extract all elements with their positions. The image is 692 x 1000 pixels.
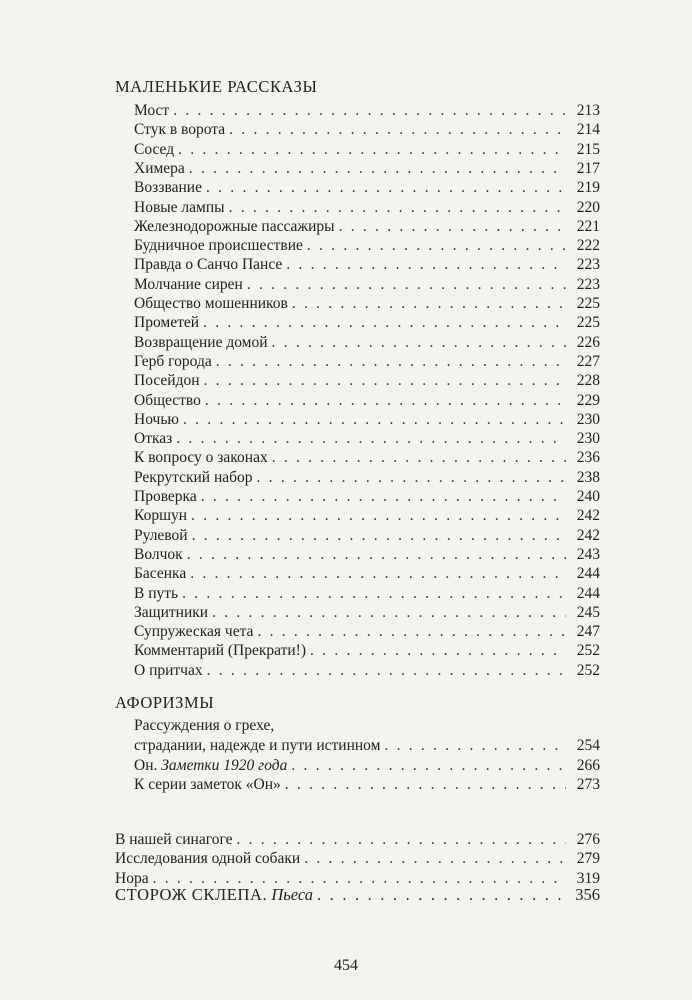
toc-entry-title: Отказ <box>134 430 173 448</box>
section-heading-aphorisms <box>115 693 214 713</box>
toc-entry-page: 276 <box>576 831 600 848</box>
toc-entry <box>134 661 600 680</box>
toc-entry-line <box>134 716 274 735</box>
toc-entry-page: 254 <box>576 737 600 754</box>
dot-leader <box>257 468 566 487</box>
toc-entry <box>134 410 600 429</box>
dot-leader <box>206 178 566 197</box>
heading-text: МАЛЕНЬКИЕ РАССКАЗЫ <box>115 77 318 96</box>
toc-entry-page: 226 <box>576 333 600 351</box>
toc-entry-page: 214 <box>576 121 600 139</box>
toc-entry-title: Супружеская чета <box>134 623 254 641</box>
toc-entry-page: 243 <box>576 545 600 563</box>
toc-entry-title: Общество мошенников <box>134 295 288 312</box>
heading-text: АФОРИЗМЫ <box>115 693 215 712</box>
toc-entry-page: 217 <box>576 159 600 177</box>
toc-entry-title: Нора <box>115 869 149 887</box>
dot-leader <box>286 255 566 274</box>
toc-entry <box>134 622 600 641</box>
play-subtitle: Пьеса <box>271 885 314 904</box>
toc-entry <box>134 313 600 332</box>
toc-entry-page: 319 <box>576 869 600 887</box>
play-title: СТОРОЖ СКЛЕПА. <box>115 885 268 904</box>
toc-entry <box>134 275 600 294</box>
toc-entry-title: Проверка <box>134 488 197 505</box>
toc-entry <box>134 333 600 352</box>
toc-entry-title-prefix: Он. <box>134 757 158 774</box>
toc-entry-title: Басенка <box>134 565 187 583</box>
toc-entry-title: К серии заметок «Он» <box>134 776 281 793</box>
toc-entry-title: Волчок <box>134 545 183 563</box>
toc-entry <box>134 178 600 197</box>
toc-entry-page: 230 <box>576 410 600 428</box>
toc-entry-page: 213 <box>576 102 600 119</box>
toc-entry-title: Сосед <box>134 140 175 158</box>
dot-leader <box>229 198 566 217</box>
toc-entry <box>134 756 600 775</box>
dot-leader <box>310 641 566 660</box>
toc-entry-page: 225 <box>576 295 600 312</box>
toc-entry-page: 244 <box>576 584 600 602</box>
toc-entry-page: 215 <box>576 140 600 158</box>
dot-leader <box>173 101 566 120</box>
dot-leader <box>192 526 566 545</box>
toc-entry <box>134 101 600 120</box>
dot-leader <box>304 849 566 868</box>
toc-entry-play <box>115 885 600 904</box>
toc-entry-title: Будничное происшествие <box>134 237 303 255</box>
dot-leader <box>187 545 566 564</box>
toc-entry-page: 229 <box>576 391 600 409</box>
toc-entry-title: Химера <box>134 159 185 177</box>
dot-leader <box>190 564 566 583</box>
toc-entry-title: Комментарий (Прекрати!) <box>134 642 307 660</box>
toc-entry-page: 220 <box>576 198 600 216</box>
dot-leader <box>236 830 566 849</box>
toc-entry-page: 273 <box>576 776 600 793</box>
toc-entry-page: 244 <box>576 565 600 583</box>
dot-leader <box>216 352 566 371</box>
toc-entry-title: К вопросу о законах <box>134 449 268 467</box>
dot-leader <box>272 333 566 352</box>
toc-entry-page: 242 <box>576 526 600 544</box>
toc-entry <box>134 255 600 274</box>
toc-entry-title: Правда о Санчо Пансе <box>134 256 283 274</box>
toc-entry <box>134 545 600 564</box>
toc-entry-title: Рассуждения о грехе, <box>134 717 275 734</box>
toc-entry <box>134 120 600 139</box>
toc-entry <box>134 506 600 525</box>
toc-entry-title: Рекрутский набор <box>134 468 253 486</box>
toc-entry-page: 242 <box>576 507 600 525</box>
toc-entry-title <box>134 756 287 775</box>
toc-entry <box>134 391 600 410</box>
toc-entry <box>134 140 600 159</box>
toc-entry-title: Новые лампы <box>134 198 225 216</box>
toc-entry-title: Коршун <box>134 507 188 525</box>
toc-entry-page: 228 <box>576 372 600 390</box>
dot-leader <box>204 371 566 390</box>
dot-leader <box>291 756 566 775</box>
toc-entry-title-italic: Заметки 1920 года <box>161 757 288 774</box>
dot-leader <box>212 603 566 622</box>
toc-entry-title: О притчах <box>134 661 203 679</box>
toc-entry <box>134 198 600 217</box>
toc-entry-title: Ночью <box>134 410 179 428</box>
toc-entry-title: Общество <box>134 391 201 409</box>
toc-entry <box>134 468 600 487</box>
toc-entry-title: Стук в ворота <box>134 121 226 139</box>
dot-leader <box>285 775 566 794</box>
toc-entry-page: 222 <box>576 237 600 255</box>
dot-leader <box>176 429 566 448</box>
toc-entry <box>134 584 600 603</box>
dot-leader <box>384 736 566 755</box>
toc-entry-title: Исследования одной собаки <box>115 850 301 868</box>
dot-leader <box>183 410 566 429</box>
toc-entry-page: 223 <box>576 256 600 274</box>
toc-entry-page: 252 <box>576 642 600 660</box>
toc-entry-title: Молчание сирен <box>134 275 243 293</box>
toc-entry <box>115 849 600 868</box>
toc-entry <box>134 603 600 622</box>
toc-entry <box>134 526 600 545</box>
toc-entry-title: Герб города <box>134 352 212 370</box>
dot-leader <box>229 120 566 139</box>
dot-leader <box>339 217 566 236</box>
toc-entry-page: 247 <box>576 623 600 641</box>
toc-entry-title: В нашей синагоге <box>115 831 233 848</box>
toc-entry-title: Посейдон <box>134 372 200 390</box>
toc-entry-page: 227 <box>576 352 600 370</box>
dot-leader <box>272 448 566 467</box>
dot-leader <box>205 391 566 410</box>
toc-entry <box>134 429 600 448</box>
dot-leader <box>247 275 566 294</box>
toc-entry-page: 240 <box>576 488 600 505</box>
toc-entry-title: Мост <box>134 102 170 119</box>
toc-entry-page: 266 <box>576 757 600 774</box>
page-number: 454 <box>334 957 358 974</box>
dot-leader <box>182 584 566 603</box>
toc-entry <box>115 830 600 849</box>
dot-leader <box>307 236 566 255</box>
toc-entry-title <box>115 885 313 904</box>
toc-entry-page: 221 <box>576 217 600 235</box>
toc-entry-page: 223 <box>576 275 600 293</box>
toc-entry <box>134 217 600 236</box>
toc-entry <box>134 159 600 178</box>
toc-entry-title: страдании, надежде и пути истинном <box>134 737 381 754</box>
toc-entry-page: 230 <box>576 430 600 448</box>
dot-leader <box>189 159 566 178</box>
dot-leader <box>191 506 566 525</box>
toc-entry-page: 245 <box>576 603 600 621</box>
toc-entry-page: 356 <box>575 885 600 904</box>
toc-entry <box>134 487 600 506</box>
dot-leader <box>257 622 566 641</box>
toc-entry-title: Железнодорожные пассажиры <box>134 217 335 235</box>
toc-entry <box>134 736 600 755</box>
toc-entry <box>134 294 600 313</box>
toc-entry-page: 219 <box>576 179 600 197</box>
toc-entry <box>134 352 600 371</box>
toc-entry-page: 225 <box>576 314 600 332</box>
toc-entry-title: В путь <box>134 584 179 602</box>
toc-entry <box>134 564 600 583</box>
toc-entry <box>134 236 600 255</box>
dot-leader <box>207 661 566 680</box>
dot-leader <box>201 487 566 506</box>
toc-entry-title: Воззвание <box>134 179 202 197</box>
dot-leader <box>292 294 566 313</box>
toc-entry-page: 252 <box>576 661 600 679</box>
bleed-through <box>300 60 301 61</box>
toc-entry-title: Рулевой <box>134 526 188 544</box>
dot-leader <box>317 885 566 904</box>
toc-entry <box>134 371 600 390</box>
toc-entry-page: 279 <box>576 850 600 868</box>
toc-entry-page: 238 <box>576 468 600 486</box>
toc-entry <box>134 775 600 794</box>
toc-entry <box>134 641 600 660</box>
dot-leader <box>203 313 566 332</box>
section-heading-small-stories <box>115 77 318 97</box>
toc-entry-title: Прометей <box>134 314 200 332</box>
toc-entry <box>134 448 600 467</box>
toc-entry-title: Защитники <box>134 603 209 621</box>
toc-entry-page: 236 <box>576 449 600 467</box>
toc-entry-title: Возвращение домой <box>134 333 268 351</box>
dot-leader <box>178 140 566 159</box>
